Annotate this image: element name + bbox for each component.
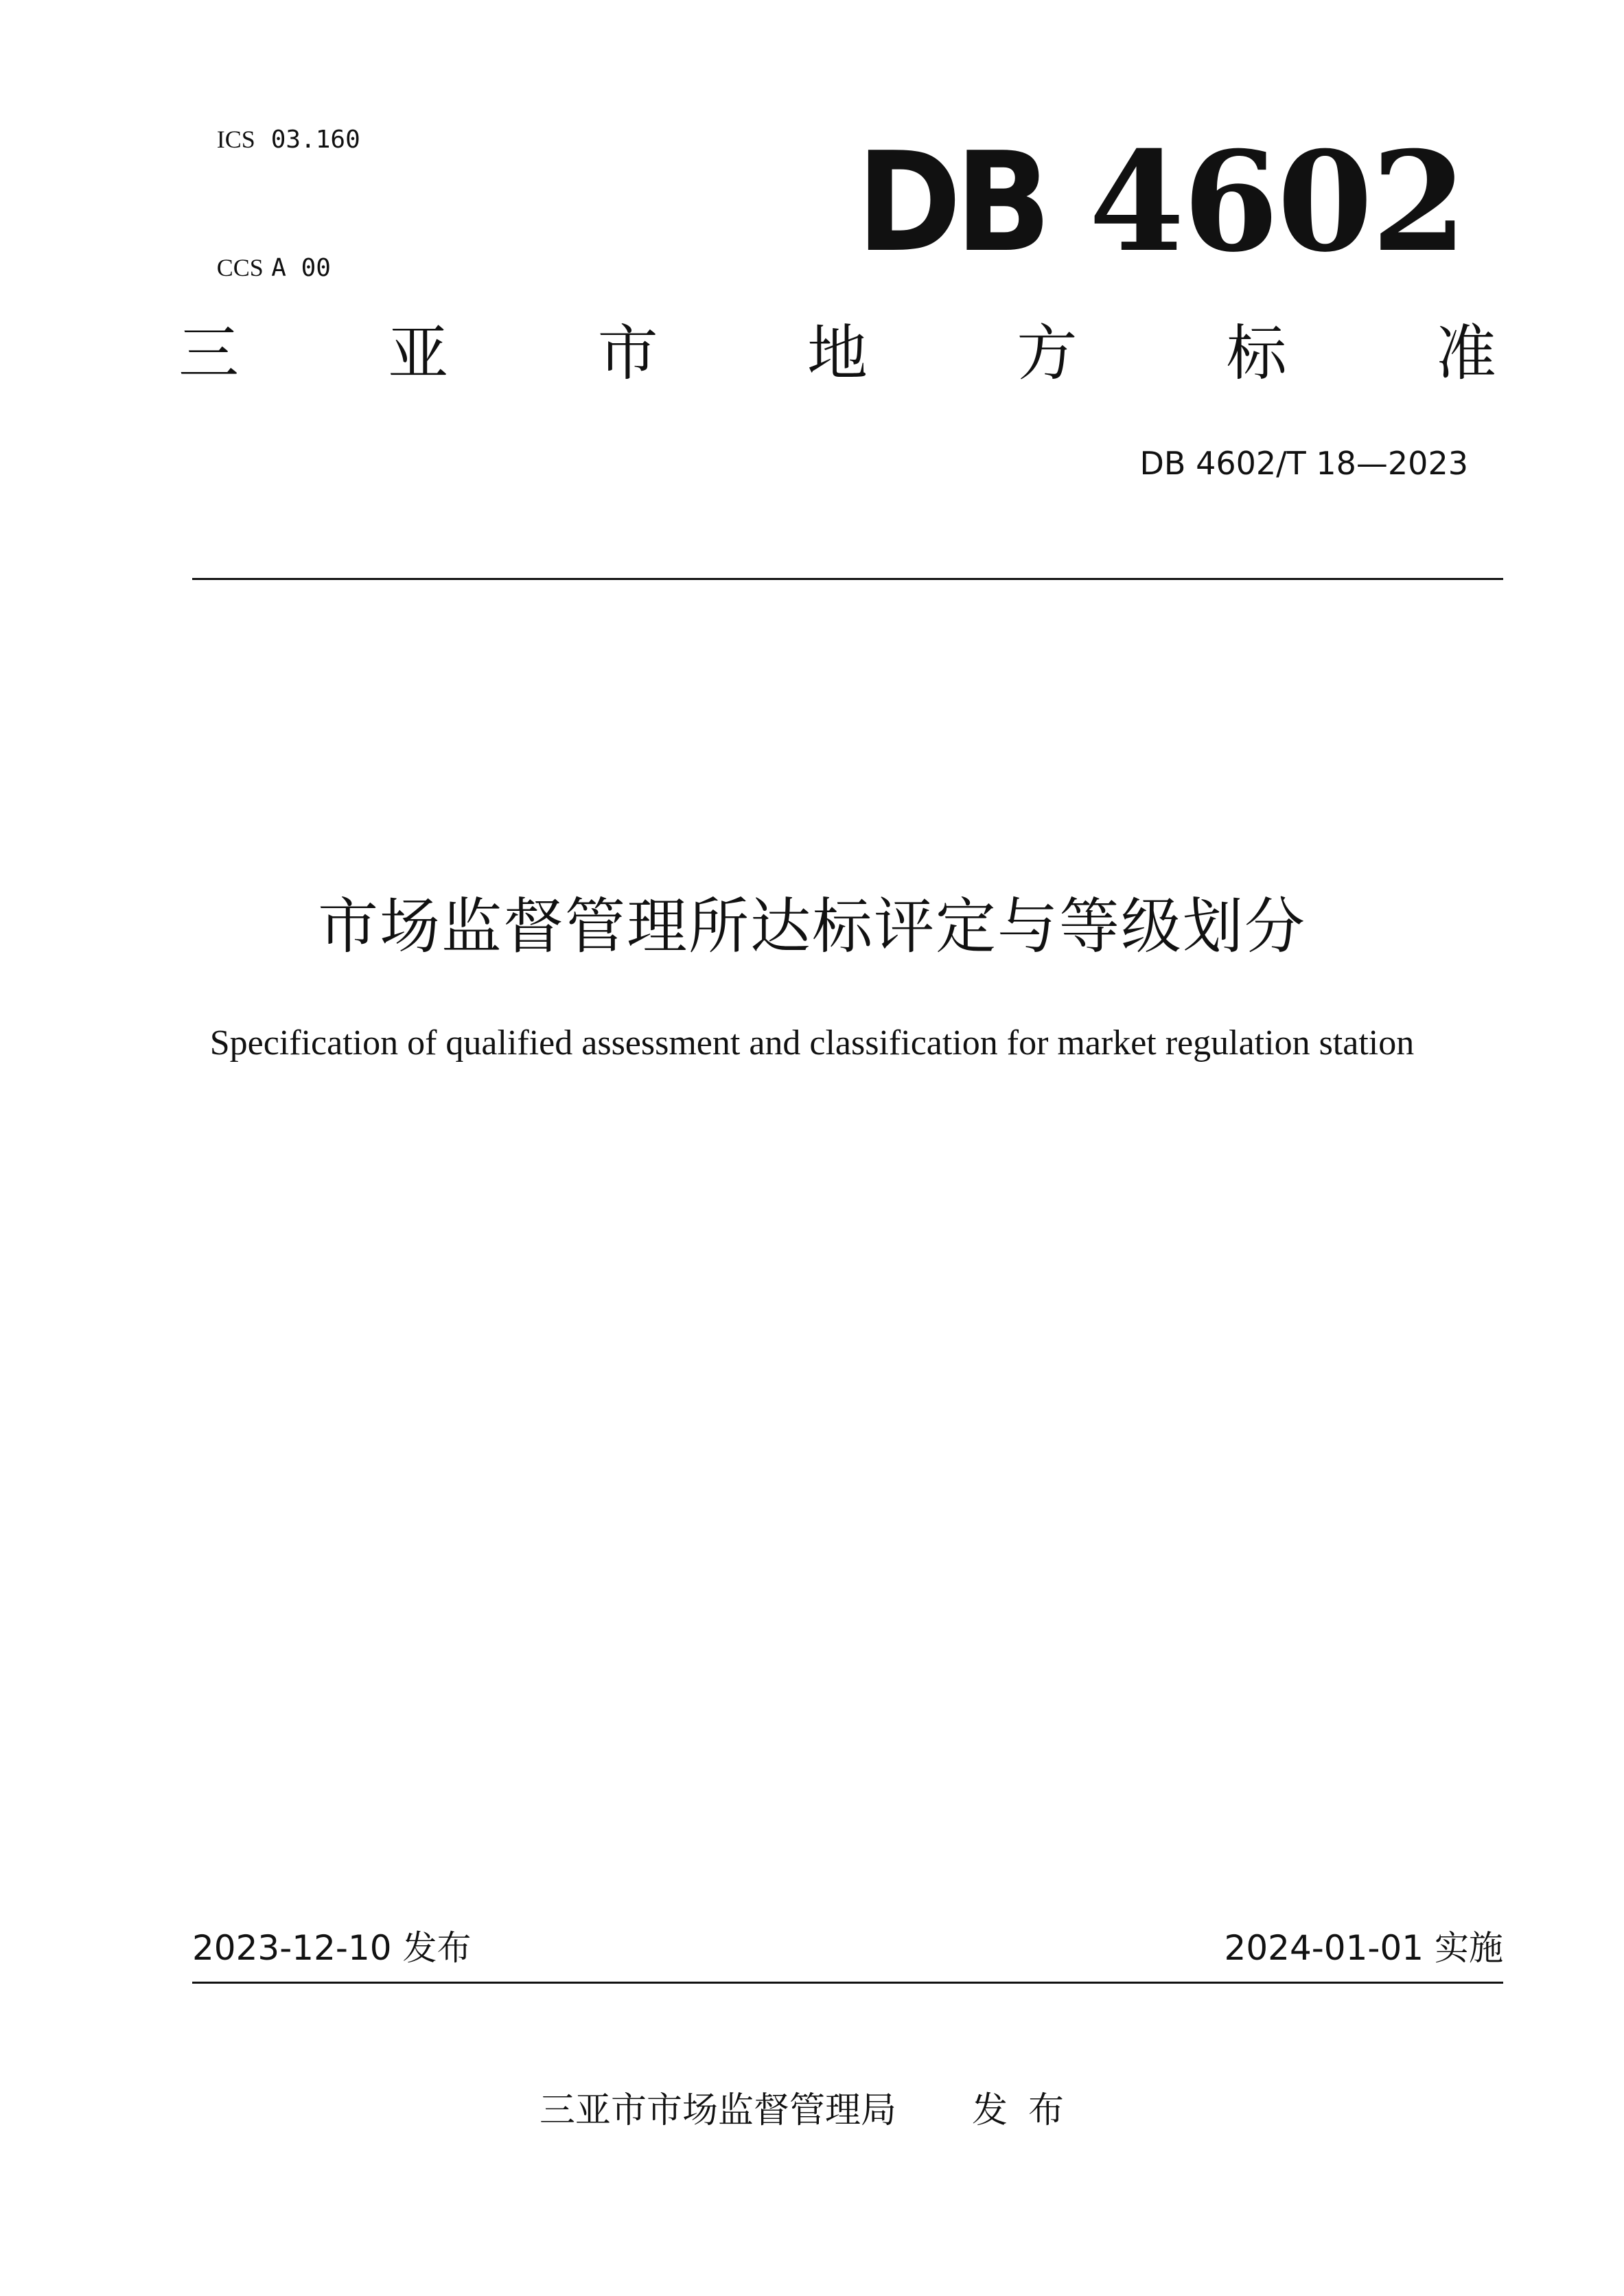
ccs-value: A 00 bbox=[271, 254, 331, 282]
standard-type-char: 标 bbox=[1226, 318, 1287, 389]
ics-row bbox=[185, 76, 360, 204]
ics-label: ICS bbox=[216, 126, 255, 153]
standard-type-heading bbox=[178, 316, 1496, 391]
title-chinese: 市场监督管理所达标评定与等级划分 bbox=[317, 891, 1306, 962]
issue-date: 2023-12-10 发布 bbox=[192, 1928, 472, 1968]
standard-type-char: 三 bbox=[178, 318, 240, 389]
logo-prefix: DB bbox=[857, 123, 1045, 283]
classification-codes bbox=[185, 76, 360, 332]
publisher-line bbox=[0, 2087, 1624, 2135]
publisher-name: 三亚市市场监督管理局 bbox=[539, 2090, 896, 2131]
ccs-row bbox=[185, 204, 360, 332]
logo-code: 4602 bbox=[1089, 121, 1466, 283]
standard-logo bbox=[857, 121, 1466, 283]
ics-value: 03.160 bbox=[270, 126, 360, 154]
ccs-label: CCS bbox=[216, 254, 264, 281]
implementation-date: 2024-01-01 实施 bbox=[1224, 1928, 1503, 1968]
standard-type-char: 准 bbox=[1435, 318, 1496, 389]
standard-number: DB 4602/T 18—2023 bbox=[1139, 445, 1468, 482]
publish-label: 发布 bbox=[972, 2090, 1085, 2131]
top-divider bbox=[192, 578, 1503, 580]
bottom-divider bbox=[192, 1982, 1503, 1984]
standard-type-char: 亚 bbox=[388, 318, 449, 389]
title-english: Specification of qualified assessment and classification for market regulation station bbox=[209, 1023, 1415, 1063]
standard-type-char: 方 bbox=[1017, 318, 1078, 389]
standard-type-char: 市 bbox=[597, 318, 658, 389]
standard-type-char: 地 bbox=[807, 318, 868, 389]
